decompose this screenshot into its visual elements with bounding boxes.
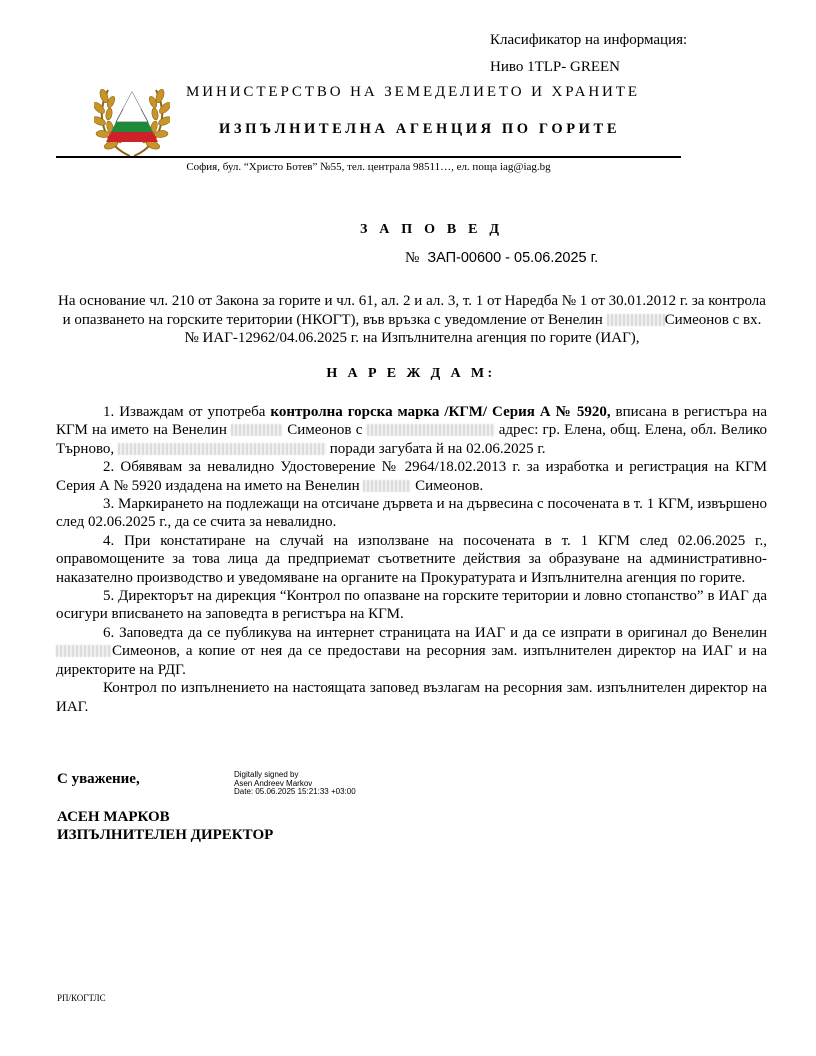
item-1-text-a: вписана в регистъра на КГМ на името на Венелин [56,404,767,439]
closing-regards: С уважение, [57,771,140,787]
order-number: ЗАП-00600 - 05.06.2025 г. [427,250,599,266]
redacted-middle-name [607,314,665,326]
basis-text-start: На основание чл. 210 от Закона за горите и чл. 61, ал. 2 и ал. 3, т. 1 от Наредба № 1 от 30.01.2012 г. за контрола и опазването на горските територии (НКОГТ), във връзка с уведомление от Венелин [58,293,766,328]
item-2-text-b: Симеонов. [411,477,484,494]
redacted-personal-id [367,424,495,436]
signer-name: АСЕН МАРКОВ [57,809,170,825]
legal-basis-paragraph [57,292,767,348]
redacted-street-address [118,443,326,455]
decree-item-6 [56,624,767,679]
item-1-text-d: поради загубата й на 02.06.2025 г. [325,440,546,457]
signer-block [57,808,273,844]
decree-item-control: Контрол по изпълнението на настоящата заповед възлагам на ресорния зам. изпълнителен директор на ИАГ. [56,680,767,715]
decree-heading: Н А Р Е Ж Д А М: [326,366,496,381]
decree-item-4: 4. При констатиране на случай на използване на посочената в т. 1 КГМ след 02.06.2025 г., оправомощените за това лица да предприемат съответните действия за образуване на административно-наказателно производство и уведомяване на органите на Прокуратурата и Изпълнителна агенция по горите. [56,532,767,586]
agency-name: ИЗПЪЛНИТЕЛНА АГЕНЦИЯ ПО ГОРИТЕ [219,121,621,137]
decree-item-5: 5. Директорът на дирекция “Контрол по опазване на горските територии и ловно стопанство” в ИАГ да осигури вписването на заповедта в регистъра на КГМ. [56,588,767,623]
decree-items [56,403,767,716]
item-1-bold-mark: контролна горска марка /КГМ/ Серия А № 5920, [270,404,611,420]
redacted-middle-name [56,645,112,657]
digital-signature-label: Digitally signed by [234,770,299,779]
decree-item-1 [56,403,767,458]
item-2-text-a: 2. Обявявам за невалидно Удостоверение № 2964/18.02.2013 г. за изработка и регистрация на КГМ Серия А № 5920 издадена на името на Венелин [56,459,767,494]
item-1-start: 1. Изваждам от употреба [103,404,271,420]
item-6-text-b: Симеонов, а копие от нея да се предостави на ресорния зам. изпълнителен директор на ИАГ и на директорите на РДГ. [56,643,767,678]
digital-signature-date: Date: 05.06.2025 15:21:33 +03:00 [234,787,356,796]
agency-emblem-logo [94,78,170,160]
decree-item-2 [56,458,767,495]
digital-signer-name: Asen Andreev Markov [234,778,313,788]
footer-reference-code: РП/КОГТЛС [57,993,106,1003]
decree-item-3: 3. Маркирането на подлежащи на отсичане дървета и на дървесина с посочената в т. 1 КГМ, извършено след 02.06.2025 г., да се счита за невалидно. [56,496,767,531]
number-sign: № [405,250,420,266]
item-1-text-c: адрес: гр. Елена, общ. Елена, обл. Велико Търново, [56,422,767,457]
basis-text-end: Симеонов с вх. № ИАГ-12962/04.06.2025 г. на Изпълнителна агенция по горите (ИАГ), [184,311,762,346]
classifier-label: Класификатор на информация: [490,32,688,48]
classifier-level: Ниво 1TLP- GREEN [490,59,620,75]
letterhead-divider [56,156,681,158]
redacted-middle-name [231,424,283,436]
item-1-text-b: Симеонов с [283,422,367,439]
ministry-name: МИНИСТЕРСТВО НА ЗЕМЕДЕЛИЕТО И ХРАНИТЕ [186,84,640,100]
order-title: З А П О В Е Д [360,222,504,237]
item-6-text-a: 6. Заповедта да се публикува на интернет страницата на ИАГ и да се изпрати в оригинал до Венелин [103,624,767,641]
agency-address: София, бул. “Христо Ботев” №55, тел. централа 98511…, ел. поща iag@iag.bg [186,161,551,173]
signer-position: ИЗПЪЛНИТЕЛЕН ДИРЕКТОР [57,827,274,843]
digital-signature-stamp [234,771,356,797]
redacted-middle-name [363,480,411,492]
order-number-line [405,250,598,267]
